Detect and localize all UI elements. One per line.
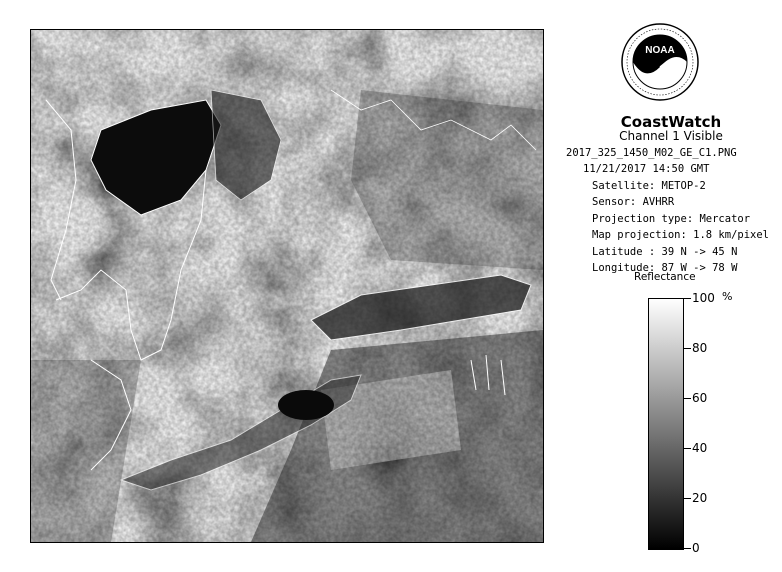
latitude-label: Latitude : 39 N -> 45 N — [592, 246, 738, 258]
map-projection-label: Map projection: 1.8 km/pixel — [592, 229, 770, 241]
legend-unit: % — [722, 290, 733, 303]
projection-type-label: Projection type: Mercator — [592, 213, 751, 225]
colorbar-tick — [683, 298, 691, 299]
sensor-label: Sensor: AVHRR — [592, 196, 675, 208]
colorbar-tick — [683, 498, 691, 499]
colorbar-tick — [683, 548, 691, 549]
satellite-label: Satellite: METOP-2 — [592, 180, 706, 192]
colorbar-label-80: 80 — [692, 341, 708, 355]
colorbar-tick — [683, 348, 691, 349]
lake-erie-dark-patch — [278, 390, 334, 420]
colorbar-label-20: 20 — [692, 491, 708, 505]
filename-label: 2017_325_1450_M02_GE_C1.PNG — [566, 147, 737, 159]
channel-subtitle: Channel 1 Visible — [619, 129, 723, 143]
legend-title: Reflectance — [634, 271, 696, 283]
logo-text: NOAA — [645, 45, 675, 56]
colorbar-label-60: 60 — [692, 391, 708, 405]
noaa-logo-icon — [620, 22, 700, 102]
brand-title: CoastWatch — [620, 113, 722, 131]
colorbar-label-100: 100 — [692, 291, 715, 305]
satellite-image — [30, 29, 544, 543]
colorbar-tick — [683, 448, 691, 449]
satellite-map-svg — [31, 30, 543, 542]
longitude-label: Longitude: 87 W -> 78 W — [592, 262, 738, 274]
reflectance-colorbar — [648, 298, 684, 550]
colorbar-label-40: 40 — [692, 441, 708, 455]
colorbar-label-0: 0 — [692, 541, 700, 555]
colorbar-tick — [683, 398, 691, 399]
datetime-label: 11/21/2017 14:50 GMT — [583, 163, 710, 175]
